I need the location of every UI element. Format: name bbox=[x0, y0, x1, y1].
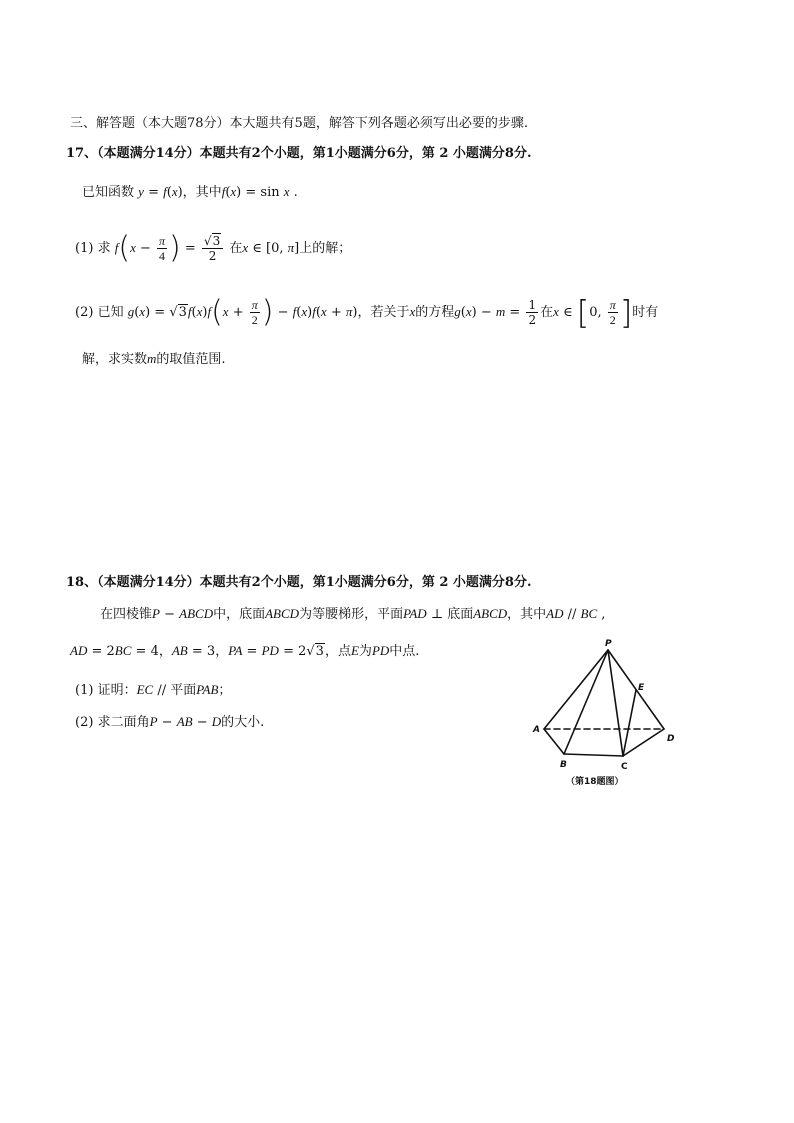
segment-EC bbox=[623, 690, 636, 756]
edge-PA bbox=[544, 650, 608, 729]
q18-line2: AD = 2BC = 4，AB = 3，PA = PD = 2√3，点E为PD中点. bbox=[70, 643, 420, 659]
label-E: E bbox=[638, 683, 645, 693]
edge-PB bbox=[564, 650, 608, 754]
q18-header bbox=[66, 573, 532, 593]
q17-part2-cont: 解，求实数m的取值范围. bbox=[82, 351, 226, 367]
edge-PC bbox=[608, 650, 623, 756]
q18-line1: 在四棱锥P − ABCD中，底面ABCD为等腰梯形，平面PAD ⊥ 底面ABCD，其中AD // BC , bbox=[100, 606, 606, 622]
q18-header-text: （本题满分14分）本题共有2个小题，第1小题满分6分，第 2 小题满分8分. bbox=[97, 575, 532, 590]
q18-part1: (1) 证明：EC // 平面PAB； bbox=[75, 682, 232, 698]
q18-part2: (2) 求二面角P − AB − D的大小. bbox=[75, 714, 265, 730]
edge-BC bbox=[564, 754, 623, 756]
q17-intro: 已知函数 y = f(x)，其中f(x) = sin x . bbox=[82, 184, 298, 200]
q18-number: 18、 bbox=[66, 575, 98, 590]
q17-part1: (1) 求 f(x − $\frac{\pi}{4}$ ) = $\frac{√3}{2}$ 在x ∈ [0, π]上的解； bbox=[75, 230, 352, 266]
figure-caption: （第18题图） bbox=[566, 777, 624, 787]
edge-CD bbox=[623, 729, 664, 756]
q17-number: 17、 bbox=[66, 146, 98, 161]
section-heading: 三、解答题（本大题78分）本大题共有5题，解答下列各题必须写出必要的步骤. bbox=[70, 116, 528, 131]
pyramid-figure bbox=[528, 636, 688, 791]
label-B: B bbox=[560, 760, 567, 770]
label-C: C bbox=[621, 762, 628, 772]
q17-header bbox=[66, 144, 532, 164]
edge-AB bbox=[544, 729, 564, 754]
label-A: A bbox=[533, 725, 540, 735]
q17-header-text: （本题满分14分）本题共有2个小题，第1小题满分6分，第 2 小题满分8分. bbox=[97, 146, 532, 161]
label-P: P bbox=[605, 639, 612, 649]
q17-part2: (2) 已知 g(x) = √3f(x)f(x + $\frac{\pi}{2}$ ) − f(x)f(x + π)，若关于x的方程g(x) − m = $\frac{1}{2}$ 在x ∈ [0, $\frac{\pi}{2}$ ]时有 bbox=[75, 293, 659, 332]
label-D: D bbox=[667, 734, 675, 744]
